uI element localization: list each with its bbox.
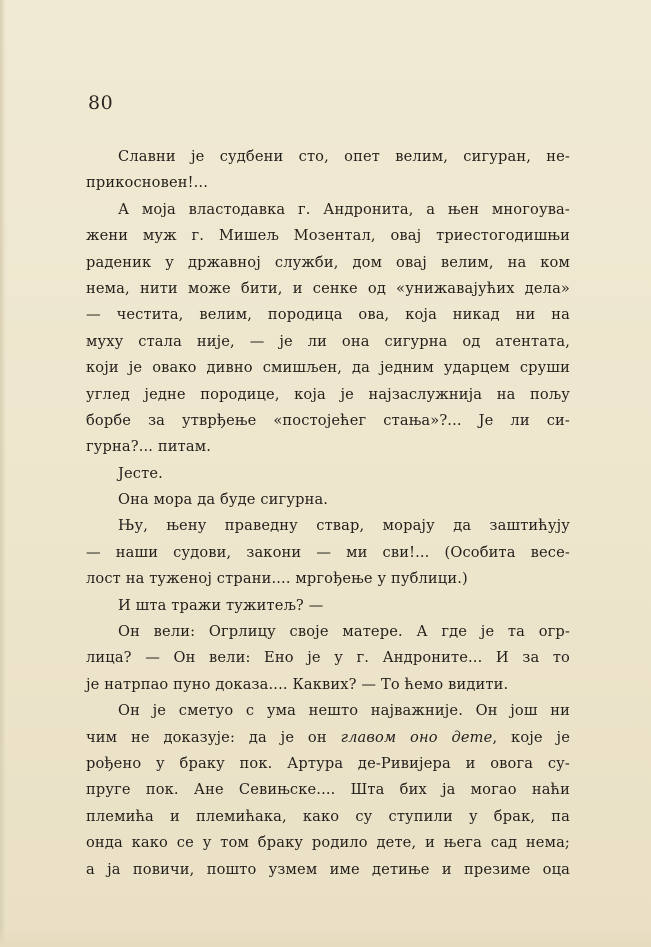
- text-line: нема, нити може бити, и сенке од «унижавајућих дела»: [86, 279, 570, 297]
- text-line: Јесте.: [118, 464, 163, 482]
- text-line: племића и племићака, како су ступили у брак, па: [86, 807, 570, 825]
- text-line: И шта тражи тужитељ? —: [118, 596, 324, 614]
- text-line: Она мора да буде сигурна.: [118, 491, 329, 509]
- text-line: лица? — Он вели: Ено је у г. Андроните... И за то: [86, 649, 570, 667]
- text-line: Он вели: Огрлицу своје матере. А где је та огр-: [118, 623, 570, 641]
- text-line: — честита, велим, породица ова, која никад ни на: [86, 306, 570, 324]
- text-line: жени муж г. Мишељ Мозентал, овај триестогодишњи: [86, 227, 570, 245]
- text-line: Он је сметуо с ума нешто најважније. Он још ни: [118, 702, 570, 720]
- text-line: углед једне породице, која је најзаслужнија на пољу: [86, 385, 570, 403]
- text-line: а ја повичи, пошто узмем име детиње и презиме оца: [86, 860, 570, 878]
- text-line: рођено у браку пок. Артура де-Ривијера и овога су-: [86, 754, 570, 772]
- text-line: прикосновен!...: [86, 174, 208, 192]
- text-line: раденик у државној служби, дом овај велим, на ком: [86, 253, 570, 271]
- page-number: 80: [88, 92, 114, 114]
- text-line: који је овако дивно смишљен, да једним ударцем сруши: [86, 359, 570, 377]
- text-line: пруге пок. Ане Севињске.... Шта бих ја могао наћи: [86, 781, 570, 799]
- body-text: [86, 144, 570, 883]
- text-line: борбе за утврђење «постојећег стања»?... Је ли си-: [86, 411, 570, 429]
- page-edge-shadow: [0, 0, 6, 947]
- text-line: муху стала није, — је ли она сигурна од атентата,: [86, 332, 570, 350]
- text-line: гурна?... питам.: [86, 438, 212, 456]
- italic-phrase: главом оно дете: [340, 728, 493, 746]
- text-line: А моја властодавка г. Андронита, а њен многоува-: [118, 200, 570, 218]
- text-line: — наши судови, закони — ми сви!... (Особита весе-: [86, 543, 570, 561]
- text-line: онда како се у том браку родило дете, и њега сад нема;: [86, 834, 570, 852]
- text-line: Славни је судбени сто, опет велим, сигуран, не-: [118, 148, 570, 165]
- text-line: је натрпао пуно доказа.... Каквих? — То ћемо видити.: [86, 675, 509, 693]
- text-line: Њу, њену праведну ствар, морају да заштићују: [118, 517, 570, 535]
- text-line: чим не доказује: да је он главом оно дете, које је: [86, 728, 570, 746]
- text-line: лост на туженој страни.... мргођење у публици.): [86, 570, 468, 588]
- page-bottom-shade: [0, 929, 651, 947]
